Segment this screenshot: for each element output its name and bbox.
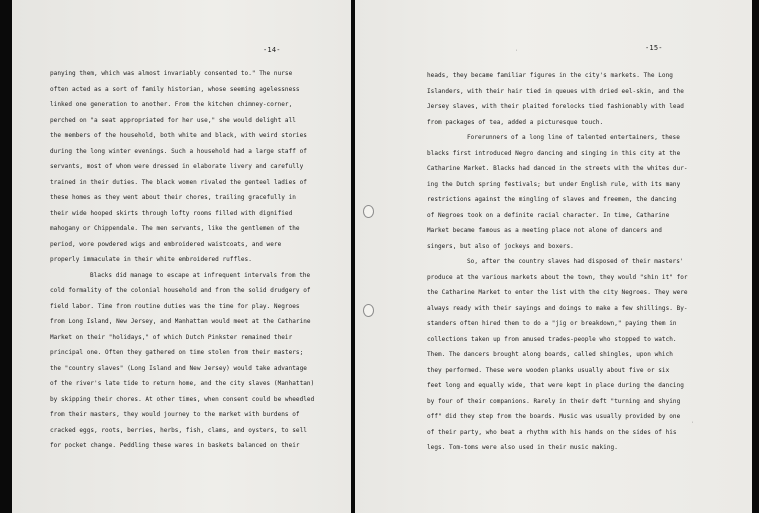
text-line: properly immaculate in their white embroidered ruffles.: [50, 256, 252, 263]
text-line: Forerunners of a long line of talented entertainers, these: [467, 134, 680, 141]
text-line: collections taken up from amused trades-people who stopped to watch.: [427, 335, 677, 343]
text-line: their wide hooped skirts through lofty rooms filled with dignified: [50, 209, 293, 217]
text-line: produce at the various markets about the town, they would "shin it" for: [427, 273, 688, 281]
text-line: Catharine Market. Blacks had danced in the streets with the whites dur-: [427, 165, 688, 172]
text-line: from their masters, they would journey to the market with burdens of: [50, 411, 300, 418]
text-line: of the river's late tide to return home, and the city slaves (Manhattan): [50, 380, 315, 387]
text-line: for pocket change. Peddling these wares in baskets balanced on their: [50, 442, 300, 449]
text-line: trained in their duties. The black women rivaled the genteel ladies of: [50, 178, 307, 186]
paper-speck: ·: [515, 48, 519, 54]
text-line: mahogany or Chippendale. The men servants, like the gentlemen of the: [50, 225, 300, 232]
text-line: often acted as a sort of family historian, whose seeming agelessness: [50, 85, 300, 93]
text-line: ing the Dutch spring festivals; but under English rule, with its many: [427, 180, 681, 188]
text-line: they performed. These were wooden planks usually about five or six: [427, 366, 670, 374]
text-line: Blacks did manage to escape at infrequent intervals from the: [90, 271, 311, 279]
text-line: legs. Tom-toms were also used in their music making.: [427, 444, 618, 451]
right-page: [355, 0, 752, 513]
text-line: off" did they step from the boards. Music was usually provided by one: [427, 413, 681, 420]
text-line: perched on "a seat appropriated for her use," she would delight all: [50, 116, 296, 124]
text-line: the members of the household, both white and black, with weird stories: [50, 132, 307, 139]
text-line: cold formality of the colonial household and from the solid drudgery of: [50, 287, 311, 294]
text-line: of Negroes took on a definite racial character. In time, Catharine: [427, 211, 670, 219]
text-line: these homes as they went about their chores, trailing gracefully in: [50, 194, 296, 201]
text-line: field labor. Time from routine duties was the time for play. Negroes: [50, 302, 300, 310]
text-line: So, after the country slaves had disposed of their masters': [467, 258, 684, 265]
punch-hole-upper: [363, 205, 374, 218]
text-line: by four of their companions. Rarely in their deft "turning and shying: [427, 397, 681, 405]
text-line: Market became famous as a meeting place not alone of dancers and: [427, 227, 662, 234]
text-line: Them. The dancers brought along boards, called shingles, upon which: [427, 351, 673, 358]
text-line: Jersey slaves, with their plaited forelocks tied fashionably with lead: [427, 103, 684, 110]
text-line: principal one. Often they gathered on time stolen from their masters;: [50, 349, 304, 356]
text-line: restrictions against the mingling of slaves and freemen, the dancing: [427, 196, 677, 203]
right-page-text: [427, 68, 688, 456]
page-number-right: -15-: [645, 44, 663, 52]
text-line: linked one generation to another. From the kitchen chimney-corner,: [50, 101, 293, 108]
text-line: Islanders, with their hair tied in queues with dried eel-skin, and the: [427, 87, 684, 95]
text-line: the Catharine Market to enter the list with the city Negroes. They were: [427, 289, 688, 296]
text-line: servants, most of whom were dressed in elaborate livery and carefully: [50, 163, 304, 170]
left-page-text: [50, 66, 314, 454]
page-number-left: -14-: [263, 46, 281, 54]
text-line: singers, but also of jockeys and boxers.: [427, 242, 574, 250]
text-line: from Long Island, New Jersey, and Manhattan would meet at the Catharine: [50, 318, 311, 325]
paper-speck: ·: [691, 420, 695, 426]
text-line: the "country slaves" (Long Island and New Jersey) would take advantage: [50, 364, 307, 372]
text-line: panying them, which was almost invariably consented to." The nurse: [50, 70, 293, 77]
text-line: standers often hired them to do a "jig or breakdown," paying them in: [427, 320, 677, 327]
text-line: period, wore powdered wigs and embroidered waistcoats, and were: [50, 240, 282, 248]
text-line: feet long and equally wide, that were kept in place during the dancing: [427, 382, 684, 389]
punch-hole-lower: [363, 304, 374, 317]
text-line: blacks first introduced Negro dancing and singing in this city at the: [427, 149, 681, 157]
text-line: from packages of tea, added a picturesque touch.: [427, 118, 604, 126]
text-line: heads, they became familiar figures in the city's markets. The Long: [427, 72, 673, 79]
text-line: of their party, who beat a rhythm with his hands on the sides of his: [427, 428, 677, 436]
text-line: during the long winter evenings. Such a household had a large staff of: [50, 147, 307, 155]
text-line: Market on their "holidays," of which Dutch Pinkster remained their: [50, 333, 293, 341]
text-line: cracked eggs, roots, berries, herbs, fish, clams, and oysters, to sell: [50, 426, 307, 434]
left-page: [12, 0, 351, 513]
text-line: by skipping their chores. At other times, when consent could be wheedled: [50, 395, 315, 403]
text-line: always ready with their sayings and doings to make a few shillings. By-: [427, 304, 688, 312]
